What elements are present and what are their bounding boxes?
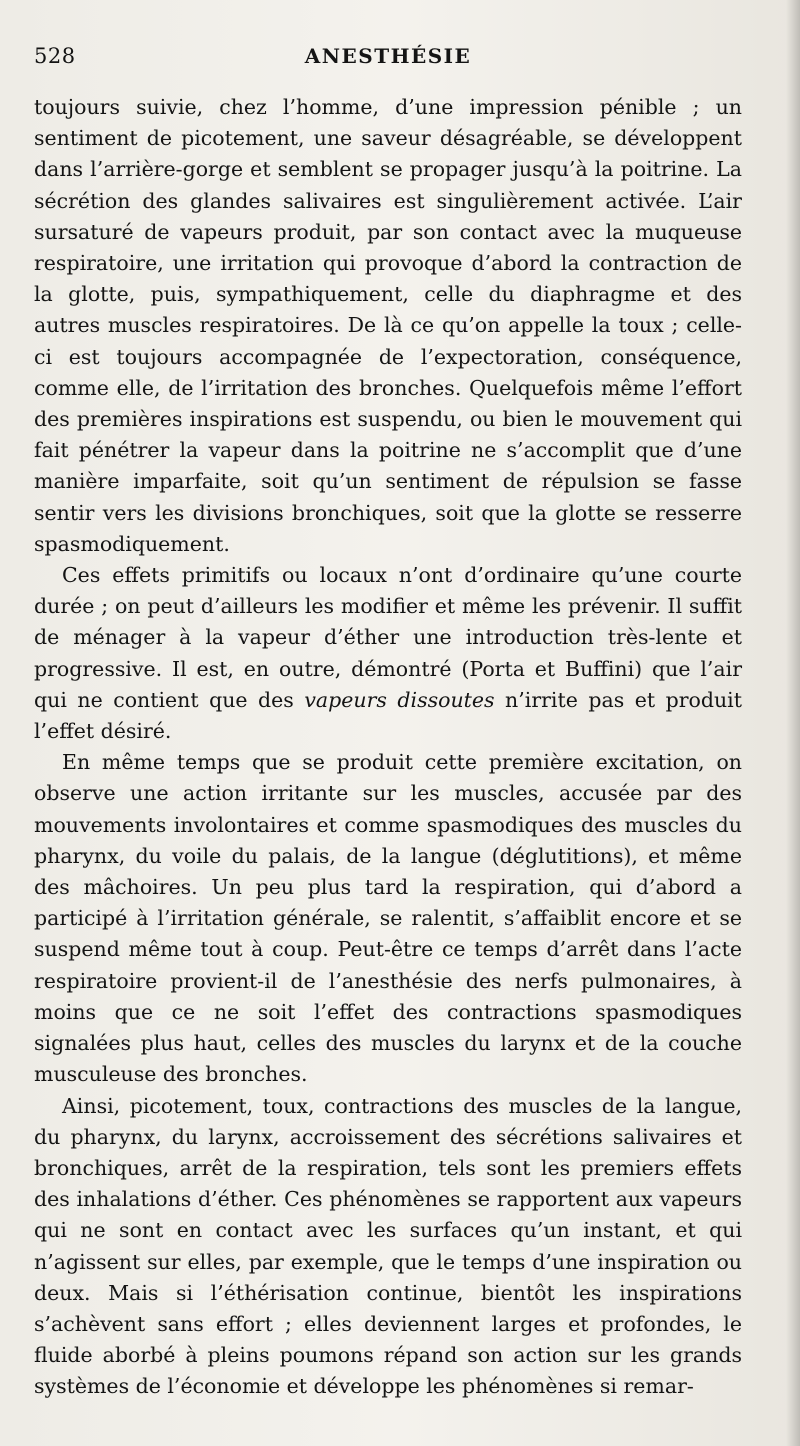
running-head: ANESTHÉSIE [304, 44, 472, 68]
paragraph-2-text: Ces effets primitifs ou locaux n’ont d’ordinaire qu’une courte durée ; on peut d’ailleurs les modifier et même les prévenir. Il suffit de ménager à la vapeur d’éther une introduction très-lente et progressive. Il est, en outre, démontré (Porta et Buffini) que l’air qui ne contient que des [34, 563, 742, 712]
paragraph-4: Ainsi, picotement, toux, contractions des muscles de la langue, du pharynx, du larynx, accroissement des sécrétions salivaires et bronchiques, arrêt de la respiration, tels sont les premiers effets des inhalations d’éther. Ces phénomènes se rapportent aux vapeurs qui ne sont en contact avec les surfaces qu’un instant, et qui n’agissent sur elles, par exemple, que le temps d’une inspiration ou deux. Mais si l’éthérisation continue, bientôt les inspirations s’achèvent sans effort ; elles deviennent larges et profondes, le fluide aborbé à pleins poumons répand son action sur les grands systèmes de l’économie et développe les phénomènes si remar- [34, 1093, 742, 1399]
paragraph-3: En même temps que se produit cette première excitation, on observe une action irritante sur les muscles, accusée par des mouvements involontaires et comme spasmodiques des muscles du pharynx, du voile du palais, de la langue (déglutitions), et même des mâchoires. Un peu plus tard la respiration, qui d’abord a participé à l’irritation générale, se ralentit, s’affaiblit encore et se suspend même tout à coup. Peut-être ce temps d’arrêt dans l’acte respiratoire provient-il de l’anesthésie des nerfs pulmonaires, à moins que ce ne soit l’effet des contractions spasmodiques signalées plus haut, celles des muscles du larynx et de la couche musculeuse des bronches. [34, 750, 742, 1087]
body-text [34, 92, 742, 1403]
italic-phrase: vapeurs dissoutes [304, 687, 495, 712]
page-number: 528 [34, 44, 76, 68]
paragraph-1: toujours suivie, chez l’homme, d’une impression pénible ; un sentiment de picotement, une saveur désagréable, se développent dans l’arrière-gorge et semblent se propager jusqu’à la poitrine. La sécrétion des glandes salivaires est singulièrement activée. L’air sursaturé de vapeurs produit, par son contact avec la muqueuse respiratoire, une irritation qui provoque d’abord la contraction de la glotte, puis, sympathiquement, celle du diaphragme et des autres muscles respiratoires. De là ce qu’on appelle la toux ; celle-ci est toujours accompagnée de l’expectoration, conséquence, comme elle, de l’irritation des bronches. Quelquefois même l’effort des premières inspirations est suspendu, ou bien le mouvement qui fait pénétrer la vapeur dans la poitrine ne s’accomplit que d’une manière imparfaite, soit qu’un sentiment de répulsion se fasse sentir vers les divisions bronchiques, soit que la glotte se resserre spasmodiquement. [34, 95, 742, 556]
page-header [34, 44, 742, 78]
paragraph-2 [34, 560, 742, 747]
paragraph-2-text-end: n’irrite pas et produit l’effet désiré. [34, 687, 742, 744]
